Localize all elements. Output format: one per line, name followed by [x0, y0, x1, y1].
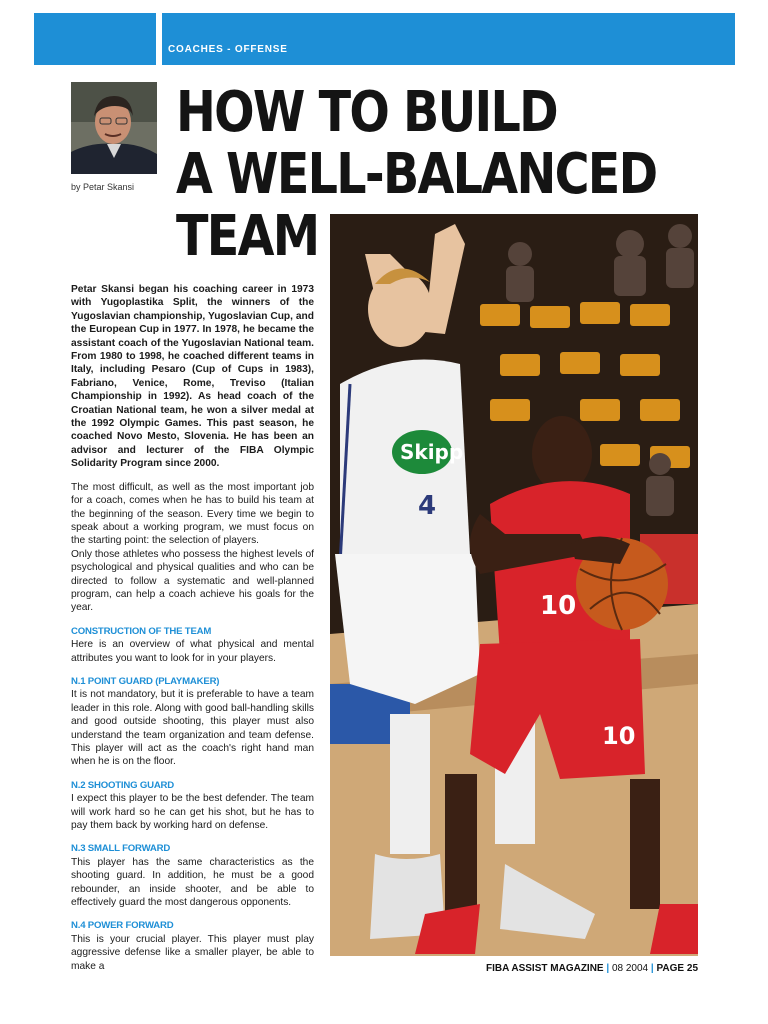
page-number: PAGE 25: [656, 963, 698, 974]
section-text: This is your crucial player. This player must play aggressive defense like a smaller player, be able to make a: [71, 933, 314, 972]
author-bio: Petar Skansi began his coaching career in 1973 with Yugoplastika Split, the winners of the Yugoslavian championship, Yugoslavian Cup, and the European Cup in 1977. In 1978, he became the assistant coach of the Yugoslavian National team. From 1980 to 1998, he coached different teams in Italy, including Pesaro (Cup of Cups in 1983), Fabriano, Venice, Rome, Treviso (Italian Championship in 1992). As head coach of the Croatian National team, he won a silver medal at the 1992 Olympic Games. This past season, he coached Novo Mesto, Slovenia. He has been an advisor and lecturer of the FIBA Olympic Solidarity Program since 2000.: [71, 284, 314, 470]
headline-line-3: TEAM: [176, 204, 319, 269]
footer-separator: |: [606, 963, 610, 974]
white-jersey-number: 4: [418, 491, 437, 521]
section-heading: CONSTRUCTION OF THE TEAM: [71, 625, 212, 637]
section-text: I expect this player to be the best defender. The team will work hard so he can get his shot, but he has to pay them back by working hard on defense.: [71, 793, 314, 832]
author-photo: [71, 82, 157, 174]
header-bar: [162, 13, 735, 65]
white-jersey-text: Skipp: [400, 440, 464, 464]
paragraph: The most difficult, as well as the most important job for a coach, comes when he has to build his team at the beginning of the season. Every time we begin to speak about a working program, we must focus on the starting point: the selection of players.: [71, 481, 314, 547]
paragraph: Only those athletes who possess the highest levels of psychological and physical qualities and who can be directed to follow a systematic and well-planned program, can help a coach achieve his goals for the year.: [71, 548, 314, 614]
section-text: It is not mandatory, but it is preferable to have a team leader in this role. Along with good ball-handling skills and good outside shooting, this player must also understand the team organization and team defense. This player will act as the coach's right hand man when he is on the floor.: [71, 689, 314, 768]
section-label: COACHES - OFFENSE: [168, 44, 288, 55]
footer-separator: |: [650, 963, 654, 974]
section-heading: N.3 SMALL FORWARD: [71, 843, 171, 855]
red-shorts-number: 10: [602, 722, 636, 750]
section-text: Here is an overview of what physical and mental attributes you want to look for in your players.: [71, 639, 314, 664]
section-heading: N.2 SHOOTING GUARD: [71, 779, 175, 791]
header-bar-left: [34, 13, 156, 65]
section-heading: N.4 POWER FORWARD: [71, 920, 174, 932]
magazine-name: FIBA ASSIST MAGAZINE: [486, 963, 604, 974]
headline-line-1: HOW TO BUILD: [176, 80, 557, 145]
section-heading: N.1 POINT GUARD (PLAYMAKER): [71, 675, 220, 687]
red-jersey-number: 10: [540, 591, 577, 621]
article-column: [71, 283, 314, 973]
basketball-photo: [330, 214, 698, 956]
issue-date: 08 2004: [611, 963, 649, 974]
page-footer: [486, 963, 698, 974]
headline-line-2: A WELL-BALANCED: [176, 142, 657, 207]
byline: by Petar Skansi: [71, 182, 135, 192]
section-text: This player has the same characteristics as the shooting guard. In addition, he must be a good rebounder, an inside shooter, and be able to effectively guard the most dangerous opponents.: [71, 856, 314, 909]
